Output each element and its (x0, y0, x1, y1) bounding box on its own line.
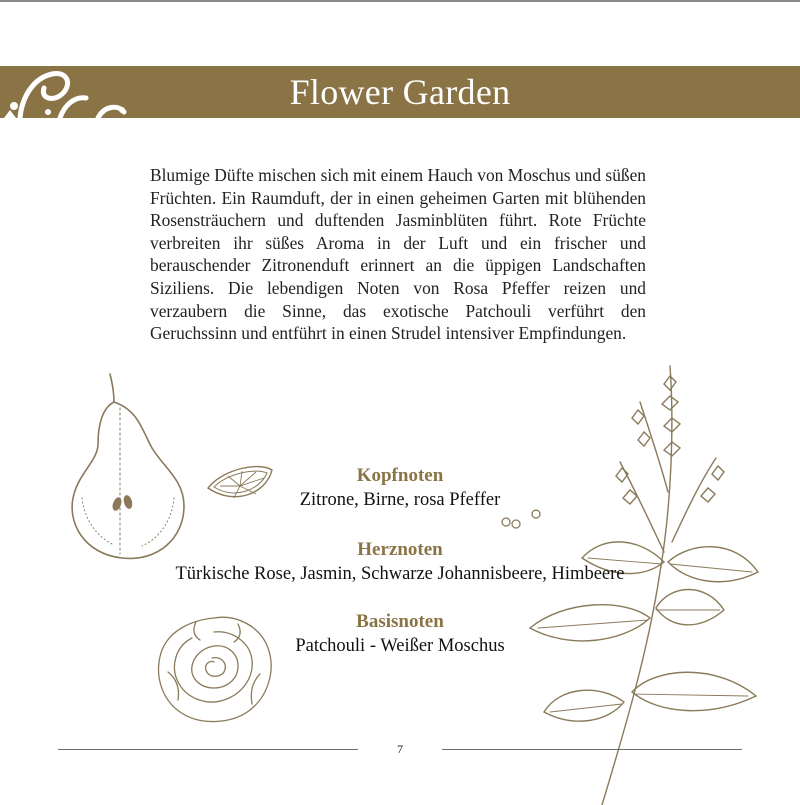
heart-notes-text: Türkische Rose, Jasmin, Schwarze Johannisbeere, Himbeere (175, 564, 625, 584)
notes-top (150, 464, 650, 512)
top-rule (0, 0, 800, 2)
base-notes-text: Patchouli - Weißer Moschus (295, 636, 505, 656)
top-notes-text: Zitrone, Birne, rosa Pfeffer (299, 490, 501, 510)
footer-divider-right (442, 749, 742, 750)
base-notes-heading: Basisnoten (356, 611, 444, 632)
heart-notes-heading: Herznoten (357, 539, 443, 560)
notes-heart (150, 538, 650, 586)
intro-paragraph: Blumige Düfte mischen sich mit einem Hauch von Moschus und süßen Früchten. Ein Raumduft, der in einen geheimen Garten mit blühenden Rosensträuchern und duftenden Jasminblüten führt. Rote Früchte verbreiten ihr süßes Aroma in der Luft und ein frischer und berauschender Zitronenduft erinnert an die üppigen Landschaften Siziliens. Die lebendigen Noten von Rosa Pfeffer reizen und verzaubern die Sinne, das exotische Patchouli verführt den Geruchssinn und entführt in einen Strudel intensiver Empfindungen. (150, 165, 646, 344)
top-notes-heading: Kopfnoten (356, 465, 444, 486)
notes-base (150, 610, 650, 658)
page-number: 7 (397, 742, 403, 756)
footer-divider-left (58, 749, 358, 750)
title-band (0, 66, 800, 118)
page-title: Flower Garden (289, 72, 511, 112)
